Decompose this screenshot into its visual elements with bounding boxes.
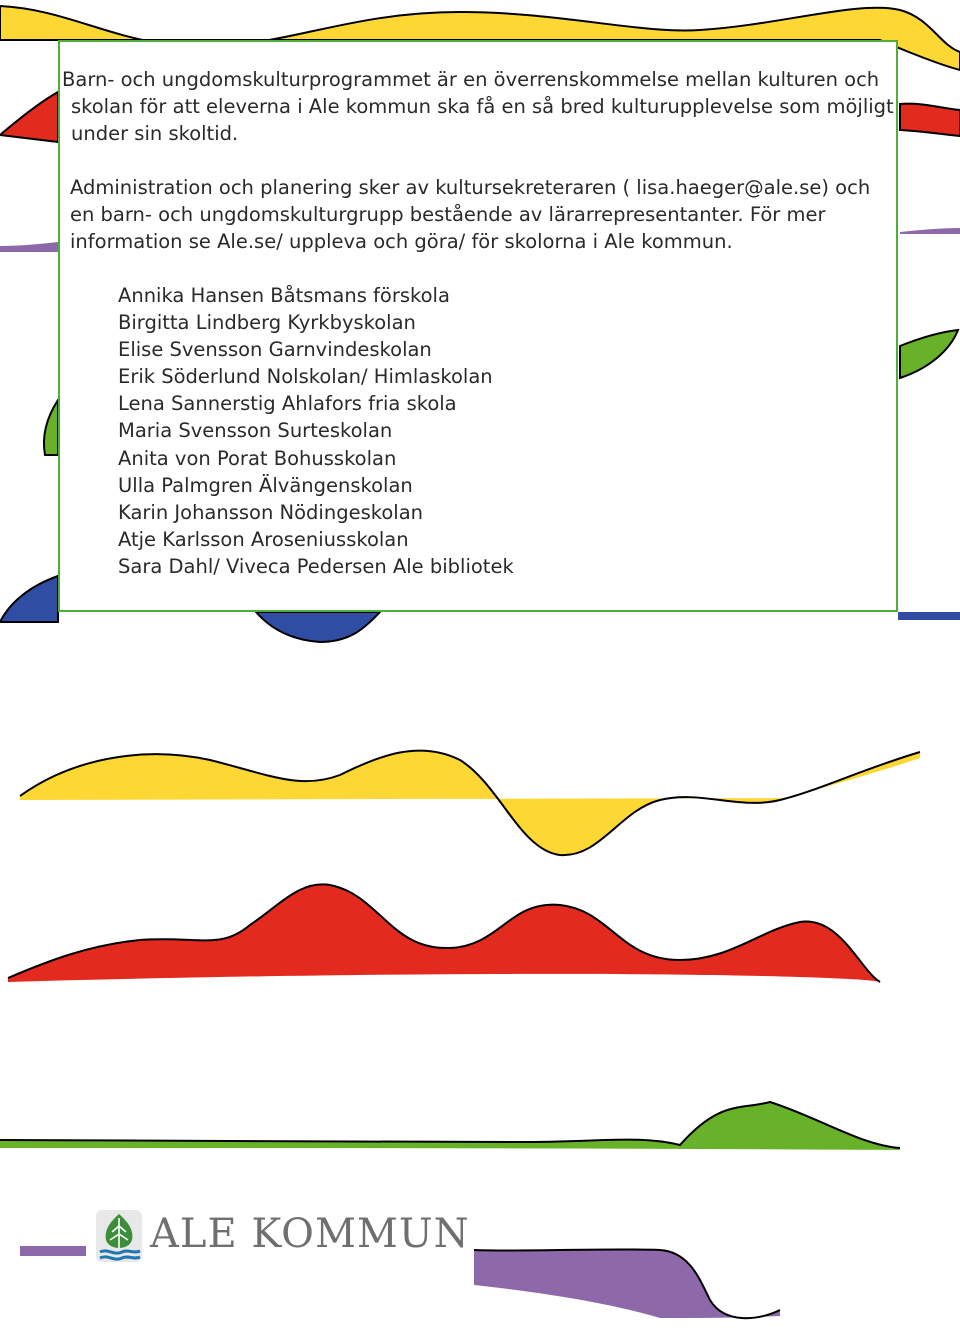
- admin-paragraph: [70, 174, 890, 255]
- ale-kommun-logo: [86, 1198, 474, 1282]
- admin-line-1: Administration och planering sker av kultursekreteraren ( lisa.haeger@ale.se) och: [70, 176, 871, 199]
- list-item: Annika Hansen Båtsmans förskola: [118, 284, 450, 307]
- list-item: Lena Sannerstig Ahlafors fria skola: [118, 392, 457, 416]
- list-item: Elise Svensson Garnvindeskolan: [118, 338, 432, 362]
- ribbon-blue-bottom: [256, 612, 380, 642]
- ribbon-red-wave: [8, 884, 880, 982]
- list-item: Sara Dahl/ Viveca Pedersen Ale bibliotek: [118, 554, 514, 578]
- ale-emblem-icon: [94, 1208, 144, 1264]
- ribbon-green-right: [900, 330, 958, 378]
- ribbon-purple-left: [0, 242, 58, 252]
- ribbon-red-right: [900, 104, 960, 136]
- intro-line-2: skolan för att eleverna i Ale kommun ska få en så bred kulturupplevelse som möjligt: [71, 95, 894, 118]
- list-item: Anita von Porat Bohusskolan: [118, 446, 397, 470]
- ribbon-blue-left: [0, 576, 58, 622]
- intro-line-1: Barn- och ungdomskulturprogrammet är en överrenskommelse mellan kulturen och: [62, 68, 880, 91]
- member-list: [118, 282, 514, 580]
- list-item: Birgitta Lindberg Kyrkbyskolan: [118, 311, 416, 335]
- logo-text: ALE KOMMUN: [150, 1211, 470, 1257]
- ribbon-blue-right: [898, 612, 960, 620]
- list-item: Karin Johansson Nödingeskolan: [118, 500, 424, 524]
- ribbon-red-left: [0, 92, 58, 142]
- info-box: [58, 40, 898, 612]
- ribbon-green-wave: [0, 1102, 900, 1150]
- intro-line-3: under sin skoltid.: [71, 122, 239, 145]
- list-item: Atje Karlsson Aroseniusskolan: [118, 527, 409, 551]
- ribbon-green-left: [44, 400, 58, 455]
- admin-line-3: information se Ale.se/ uppleva och göra/ för skolorna i Ale kommun.: [70, 230, 733, 253]
- list-item: Ulla Palmgren Älvängenskolan: [118, 473, 413, 497]
- ribbon-purple-right: [900, 228, 960, 234]
- admin-line-2: en barn- och ungdomskulturgrupp bestående av lärarrepresentanter. För mer: [70, 203, 826, 226]
- list-item: Erik Söderlund Nolskolan/ Himlaskolan: [118, 365, 493, 389]
- list-item: Maria Svensson Surteskolan: [118, 419, 393, 443]
- intro-paragraph: [62, 66, 894, 147]
